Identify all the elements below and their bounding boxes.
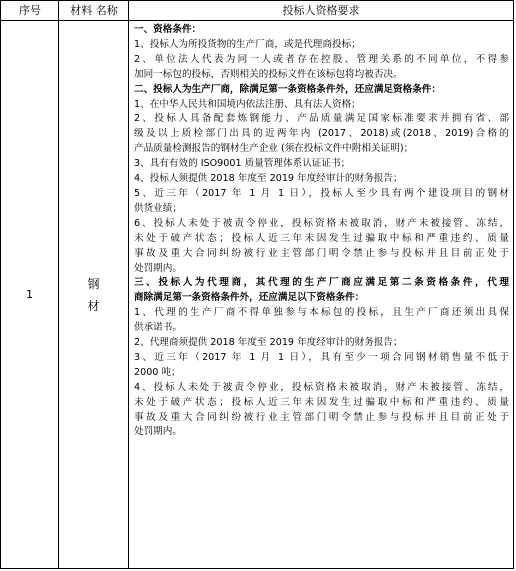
table-header [1,1,513,21]
requirement-line: 事故及重大合同纠纷被行业主管部门明令禁止参与投标并且目前正处于 [134,247,509,259]
requirement-line: 一、资格条件： [134,24,202,35]
requirements-cell [134,23,509,566]
column-divider [128,1,129,568]
requirement-line: 产品质量检测报告的钢材生产企业 (须在投标文件中附相关证明)； [134,143,414,155]
requirement-line: 2、单位法人代表为同一人或者存在控股、管理关系的不同单位，不得参 [134,53,509,65]
row-material-name [59,21,128,568]
requirement-line: 处罚期内。 [134,262,182,274]
requirement-line: 加同一标包的投标，否则相关的投标文件在该标包将均被否决。 [134,68,403,80]
requirement-line: 2000 吨； [134,366,181,378]
requirement-line: 4、投标人须提供 2018 年度至 2019 年度经审计的财务报告； [134,173,403,185]
header-material-name: 材料 名称 [70,4,118,17]
requirement-line: 5、近三年（2017 年 1 月 1 日），投标人至少具有两个建设项目的钢材 [134,187,509,199]
requirement-line: 3、近三年（2017 年 1 月 1 日），具有至少一项合同钢材销售量不低于 [134,351,509,363]
requirement-line: 6、投标人未处于被责令停业，投标资格未被取消，财产未被接管、冻结， [134,217,509,229]
requirement-line: 事故及重大合同纠纷被行业主管部门明令禁止参与投标并且目前正处于 [134,411,509,423]
requirement-line: 4、投标人未处于被责令停业，投标资格未被取消，财产未被接管、冻结， [134,381,509,393]
serial-number-value: 1 [26,288,33,301]
requirement-line: 3、具有有效的 ISO9001 质量管理体系认证证书； [134,158,351,170]
header-serial-number: 序号 [19,4,41,17]
requirement-line: 三、投标人为代理商，其代理的生产厂商应满足第二条资格条件，代理 [134,277,509,289]
requirement-line: 2、投标人具备配套炼钢能力、产品质量满足国家标准要求并拥有省、部 [134,113,509,125]
requirement-line: 处罚期内。 [134,426,182,438]
requirement-line: 未处于破产状态；投标人近三年未因发生过骗取中标和严重违约、质量 [134,232,509,244]
material-name-char-1: 钢 [87,276,100,291]
requirement-line: 未处于破产状态；投标人近三年未因发生过骗取中标和严重违约、质量 [134,396,509,408]
requirement-line: 二、投标人为生产厂商，除满足第一条资格条件外，还应满足资格条件： [134,83,441,95]
requirement-line: 级及以上质检部门出具的近两年内 (2017、2018)或(2018、2019)合格的 [134,128,509,140]
requirement-line: 1、投标人为所投货物的生产厂商，或是代理商投标； [134,38,361,50]
requirement-line: 1、在中华人民共和国境内依法注册、具有法人资格； [134,98,361,110]
material-name-char-2: 材 [87,298,100,313]
requirement-line: 商除满足第一条资格条件外，还应满足以下资格条件： [134,292,365,304]
header-requirements: 投标人资格要求 [282,4,360,17]
requirement-line: 1、代理的生产厂商不得单独参与本标包的投标，且生产厂商还须出具保 [134,307,509,319]
requirement-line: 供承诺书。 [134,322,182,334]
row-serial-number [1,21,58,568]
requirement-line: 供货业绩； [134,202,182,214]
requirement-line: 2、代理商须提供 2018 年度至 2019 年度经审计的财务报告； [134,337,403,349]
